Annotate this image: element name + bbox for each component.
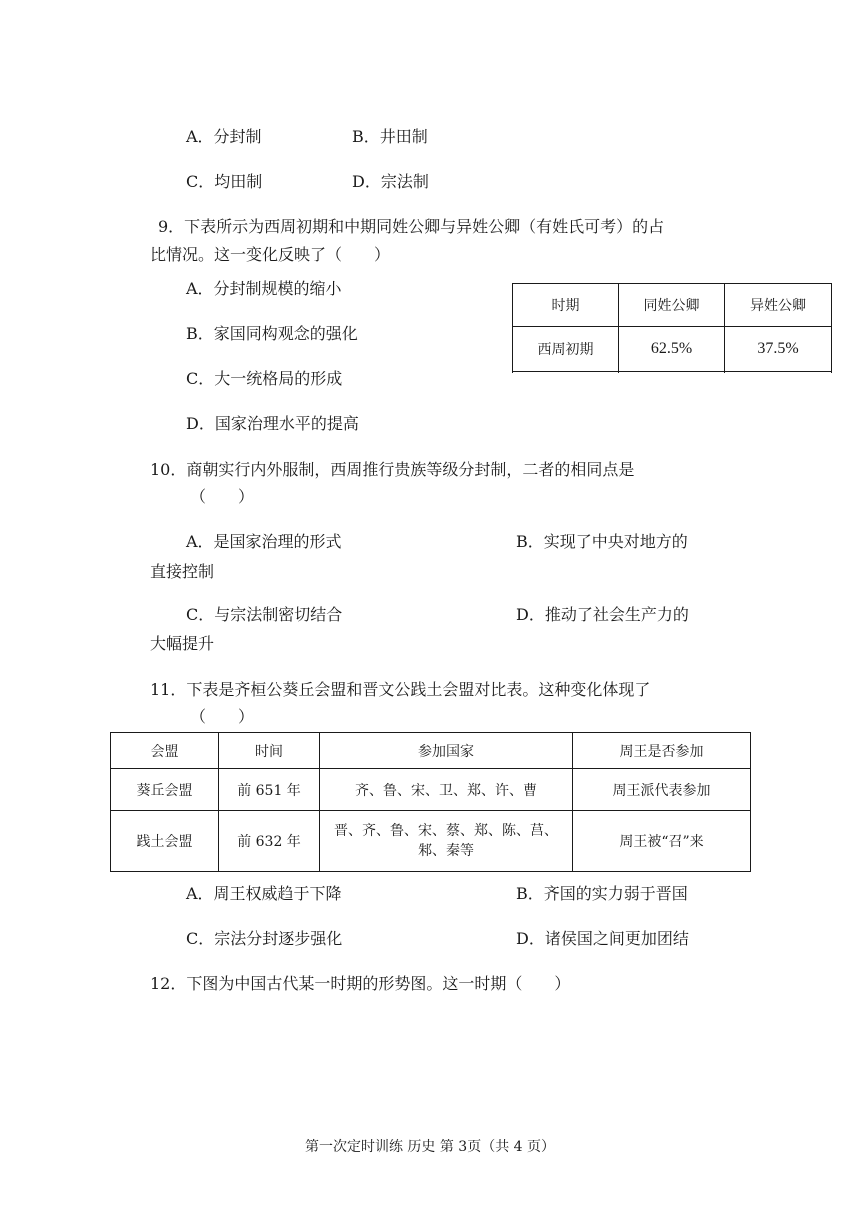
- q9-option-c: C．大一统格局的形成: [186, 369, 343, 388]
- q9-table-container: [512, 283, 832, 373]
- q9-stem-line2: 比情况。这一变化反映了（ ）: [150, 245, 391, 264]
- q11-table-header-row: [111, 733, 751, 769]
- q11-table-row: [111, 769, 751, 811]
- q11-cell-time: 前 651 年: [219, 769, 320, 811]
- q10-option-c: C．与宗法制密切结合: [186, 605, 343, 624]
- q11-table-row: [111, 811, 751, 872]
- q9-header-other-surname: 异姓公卿: [725, 284, 832, 327]
- q9-table-header-row: [513, 284, 832, 327]
- q10-stem-line1: 10．商朝实行内外服制，西周推行贵族等级分封制，二者的相同点是: [150, 460, 635, 479]
- q11-header-time: 时间: [219, 733, 320, 769]
- q8-option-b: B．井田制: [352, 127, 428, 146]
- q9-option-d: D．国家治理水平的提高: [186, 414, 359, 433]
- q10-option-a: A．是国家治理的形式: [186, 532, 342, 551]
- q11-header-states: 参加国家: [320, 733, 573, 769]
- q12-stem: 12．下图为中国古代某一时期的形势图。这一时期（ ）: [150, 974, 571, 993]
- q11-cell-states: 晋、齐、鲁、宋、蔡、郑、陈、莒、邾、秦等: [320, 811, 573, 872]
- q11-cell-alliance: 践土会盟: [111, 811, 219, 872]
- q11-cell-alliance: 葵丘会盟: [111, 769, 219, 811]
- q10-option-d: D．推动了社会生产力的: [516, 605, 689, 624]
- q9-cell-period: 西周初期: [513, 327, 619, 372]
- q8-option-c: C．均田制: [186, 172, 263, 191]
- q9-option-b: B．家国同构观念的强化: [186, 324, 358, 343]
- q11-cell-king-attend: 周王派代表参加: [573, 769, 751, 811]
- q9-table-row-clipped: [513, 372, 832, 374]
- q9-cell-same-surname: 62.5%: [619, 327, 725, 372]
- q10-option-b-continued: 直接控制: [150, 562, 215, 581]
- q11-table: [110, 732, 751, 872]
- q11-cell-time: 前 632 年: [219, 811, 320, 872]
- q8-option-d: D．宗法制: [352, 172, 429, 191]
- q11-cell-states: 齐、鲁、宋、卫、郑、许、曹: [320, 769, 573, 811]
- q11-option-a: A．周王权威趋于下降: [186, 884, 342, 903]
- q11-option-d: D．诸侯国之间更加团结: [516, 929, 689, 948]
- page-footer: 第一次定时训练 历史 第 3页（共 4 页）: [304, 1139, 556, 1155]
- q11-header-alliance: 会盟: [111, 733, 219, 769]
- q9-table-row: [513, 327, 832, 372]
- q9-cell-other-surname: 37.5%: [725, 327, 832, 372]
- q11-stem-line1: 11．下表是齐桓公葵丘会盟和晋文公践土会盟对比表。这种变化体现了: [150, 680, 651, 699]
- q11-option-c: C．宗法分封逐步强化: [186, 929, 343, 948]
- q11-stem-line2: （ ）: [190, 707, 255, 726]
- q9-table: [512, 283, 832, 373]
- q11-header-king-attend: 周王是否参加: [573, 733, 751, 769]
- q9-stem-line1: 9．下表所示为西周初期和中期同姓公卿与异姓公卿（有姓氏可考）的占: [158, 217, 665, 236]
- q11-option-b: B．齐国的实力弱于晋国: [516, 884, 688, 903]
- q9-header-period: 时期: [513, 284, 619, 327]
- q10-stem-line2: （ ）: [190, 487, 255, 506]
- q9-option-a: A．分封制规模的缩小: [186, 279, 342, 298]
- q11-cell-king-attend: 周王被“召”来: [573, 811, 751, 872]
- q9-header-same-surname: 同姓公卿: [619, 284, 725, 327]
- q10-option-b: B．实现了中央对地方的: [516, 532, 688, 551]
- q10-option-d-continued: 大幅提升: [150, 634, 215, 653]
- q8-option-a: A．分封制: [186, 127, 262, 146]
